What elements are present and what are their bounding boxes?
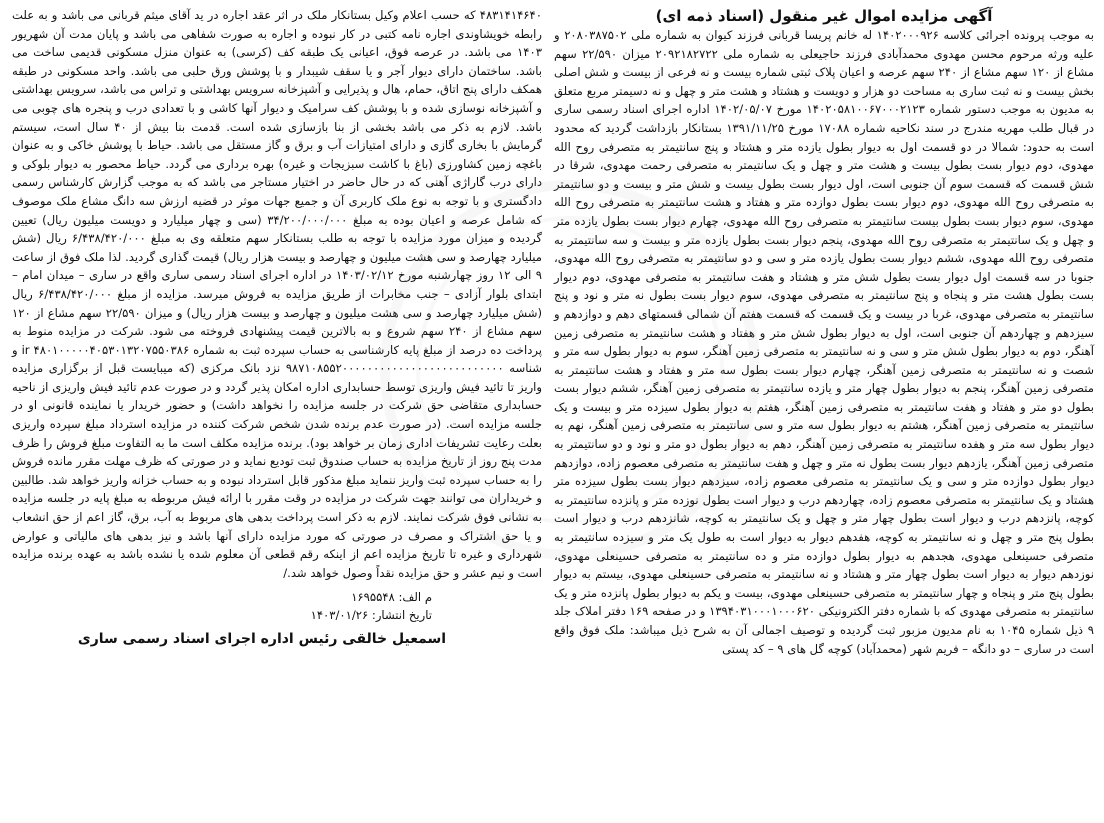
right-column: [554, 6, 1094, 819]
right-column-text: به موجب پرونده اجرائی کلاسه ۱۴۰۲۰۰۰۹۲۶ له خانم پریسا قربانی فرزند کیوان به شماره ملی ۲۰۸۰۳۸۷۵۰۲ و علیه ورثه مرحوم محسن مهدوی محمدآبادی فرزند حاجیعلی به شماره ملی ۲۰۹۲۱۸۲۷۲۲ میزان ۲۲/۵۹۰ سهم مشاع از ۱۲۰ سهم مشاع از ۲۴۰ سهم عرصه و اعیان پلاک ثبتی شماره بیست و نه فرعی از بیست و شش اصلی بخش بیست و نه ثبت ساری به مساحت دو هزار و دویست و هشتاد و هشت متر و چهل و نه دسیمتر مربع متعلق به مدیون به موجب دستور شماره ۱۴۰۲۰۵۸۱۰۰۶۷۰۰۰۲۱۲۳ مورخ ۱۴۰۲/۰۵/۰۷ اداره اجرای اسناد رسمی ساری در قبال طلب مهریه مندرج در سند نکاحیه شماره ۱۷۰۸۸ مورخ ۱۳۹۱/۱۱/۲۵ بستانکار بازداشت گردید که محدود است به حدود: شمالا در دو قسمت اول به دیوار بطول یازده متر و هشتاد و پنج سانتیمتر به متصرفی روح الله مهدوی، دوم دیوار بست بطول بیست و هشت متر و چهل و یک سانتیمتر به متصرفی رحمت مهدوی، شرقا در شش قسمت که قسمت سوم آن جنوبی است، اول دیوار بست بطول بیست و شش متر و بیست و دو سانتیمتر به متصرفی روح الله مهدوی، دوم دیوار بست بطول دوازده متر و هفتاد و هشت سانتیمتر به متصرفی روح الله مهدوی، سوم دیوار بست بطول بیست سانتیمتر به متصرفی روح الله مهدوی، چهارم دیوار بست بطول یازده متر و چهل و یک سانتیمتر به متصرفی روح الله مهدوی، پنجم دیوار بست بطول یازده متر و بیست و سه سانتیمتر به متصرفی روح الله مهدوی، ششم دیوار بست بطول یازده متر و سی و دو سانتیمتر به متصرفی روح الله مهدوی، جنوبا در سه قسمت اول دیوار بست بطول شش متر و هشتاد و هفت سانتیمتر به متصرفی مهدوی، دوم دیوار بست بطول هشت متر و پنجاه و پنج سانتیمتر به متصرفی مهدوی، سوم دیوار بست بطول نه متر و نود و پنج سانتیمتر به متصرفی مهدوی، غربا در بیست و یک قسمت که قسمت هفتم آن شمالی قسمتهای دهم و دوازدهم و سیزدهم و چهاردهم آن جنوبی است، اول به دیوار بطول شش متر و هفتاد و هشت سانتیمتر به متصرفی زمین آهنگر، دوم به دیوار بطول شش متر و سی و نه سانتیمتر به متصرفی زمین آهنگر، سوم به دیوار بطول سه متر و شصت و نه سانتیمتر به متصرفی زمین آهنگر، چهارم دیوار بست بطول سه متر و هفتاد و هشت سانتیمتر به متصرفی زمین آهنگر، پنجم به دیوار بطول چهار متر و یازده سانتیمتر به متصرفی زمین آهنگر، ششم دیوار بست بطول دو متر و هفتاد و هفت سانتیمتر به متصرفی زمین آهنگر، هفتم به دیوار بطول سیزده متر و بیست و یک سانتیمتر به متصرفی زمین آهنگر، هشتم به دیوار بطول سه متر و سی سانتیمتر به متصرفی زمین آهنگر، نهم به دیوار بطول سه متر و هفده سانتیمتر به متصرفی زمین آهنگر، دهم به دیوار بطول دو متر و نود و دو سانتیمتر به متصرفی زمین آهنگر، یازدهم دیوار بست بطول نه متر و چهل و هفت سانتیمتر به متصرفی معصوم زاده، دوازدهم دیوار بطول دوازده متر و سی و یک سانتیمتر به متصرفی معصوم زاده، سیزدهم دیوار بست بطول سیزده متر هشتاد و یک سانتیمتر به متصرفی معصوم زاده، چهاردهم درب و دیوار است بطول نوزده متر و پانزده سانتیمتر به کوچه، پانزدهم درب و دیوار است بطول چهار متر و چهل و یک سانتیمتر به کوچه، شانزدهم درب و دیوار است بطول پنج متر و چهل و نه سانتیمتر به کوچه، هفدهم دیوار به دیوار است به طول یک متر و سیزده سانتیمتر به متصرفی حسینعلی مهدوی، هجدهم به دیوار بطول دوازده متر و ده سانتیمتر به متصرفی حسینعلی مهدوی، نوزدهم دیوار به دیوار است بطول چهار متر و هشتاد و نه سانتیمتر به متصرفی حسینعلی مهدوی، بیستم به دیوار بطول پنج متر و پنجاه و چهار سانتیمتر به متصرفی حسینعلی مهدوی، بیست و یکم به دیوار بطول پانزده متر و یک سانتیمتر به متصرفی مهدوی که با شماره دفتر الکترونیکی ۱۳۹۴۰۳۱۰۰۰۱۰۰۰۶۲۰ و در صفحه ۱۶۹ دفتر املاک جلد ۹ ذیل شماره ۱۰۴۵ به نام مدیون مزبور ثبت گردیده و توصیف اجمالی آن به شرح ذیل میباشد: ملک فوق واقع است در ساری – دو دانگه – فریم شهر (محمدآباد) کوچه گل های ۹ – کد پستی: [554, 28, 1095, 656]
left-column: [12, 6, 542, 819]
signer-name: اسمعیل خالقی رئیس اداره اجرای اسناد رسمی ساری: [77, 631, 447, 648]
publish-date: تاریخ انتشار: ۱۴۰۳/۰۱/۲۶: [310, 608, 432, 623]
notice-footer: [12, 588, 542, 624]
left-column-text: ۴۸۳۱۴۱۴۶۴۰ که حسب اعلام وکیل بستانکار ملک در اثر عقد اجاره در ید آقای میثم قربانی می باشد و به علت رابطه خویشاوندی اجاره نامه کتبی در کار نبوده و اجاره به صورت شفاهی می باشد و پایان مدت آن شهریور ۱۴۰۳ می باشد. در عرصه فوق، اعیانی یک طبقه کف (کرسی) به عنوان منزل مسکونی قدیمی ساخت می باشد. ساختمان دارای دیوار آجر و یا سقف شیبدار و با پوشش ورق حلبی می باشد. واحد مسکونی در طبقه همکف دارای پنج اتاق، حمام، هال و پذیرایی و آشپزخانه سرویس بهداشتی و تراس می باشد، سرویس بهداشتی و آشپزخانه نوسازی شده و با پوشش کف سرامیک و دیوار آنها کاشی و با تعدادی درب و پنجره های چوبی می باشد. لازم به ذکر می باشد بخشی از بنا بازسازی شده است. قدمت بنا بیش از ۴۰ سال است، سیستم گرمایش با بخاری گازی و دارای امتیازات آب و برق و گاز مستقل می باشد. حیاط با پوشش خاکی و به عنوان باغچه زمین کشاورزی (باغ با کاشت سبزیجات و غیره) بهره برداری می گردد. حیاط محصور به دیوار بلوکی و دارای درب گاراژی آهنی که در حال حاضر در اختیار مستاجر می باشد که به موجب گزارش کارشناس رسمی دادگستری و با توجه به نوع ملک کاربری آن و جمیع جهات موثر در قضیه ارزش سه دانگ مشاع ملک موصوف که شامل عرصه و اعیان بوده به مبلغ ۳۴/۲۰۰/۰۰۰/۰۰۰ (سی و چهار میلیارد و دویست میلیون ریال) تعیین گردیده و میزان مورد مزایده با توجه به طلب بستانکار سهم متعلقه وی به مبلغ ۶/۴۳۸/۴۲۰/۰۰۰ ریال (شش میلیارد چهارصد و سی هشت میلیون و چهارصد و بیست هزار ریال) قیمت گذاری گردید. لذا ملک فوق از ساعت ۹ الی ۱۲ روز چهارشنبه مورخ ۱۴۰۳/۰۲/۱۲ در اداره اجرای اسناد رسمی ساری واقع در ساری – میدان امام – ابتدای بلوار آزادی – جنب مخابرات از طریق مزایده به فروش میرسد. مزایده از مبلغ ۶/۴۳۸/۴۲۰/۰۰۰ ریال (شش میلیارد چهارصد و سی هشت میلیون و چهارصد و بیست هزار ریال) و میزان ۲۲/۵۹۰ سهم مشاع از ۱۲۰ سهم مشاع از ۲۴۰ سهم شروع و به بالاترین قیمت پیشنهادی فروخته می شود. شرکت در مزایده منوط به پرداخت ده درصد از مبلغ پایه کارشناسی به حساب سپرده ثبت به شماره ir ۴۸۰۱۰۰۰۰۰۴۰۵۳۰۱۳۲۰۷۵۵۰۳۸۶ و شناسه ۹۸۷۱۰۸۵۵۲۰۰۰۰۰۰۰۰۰۰۰۰۰۰۰۰۰۰۰۰۰۰۰۰۰۰ نزد بانک مرکزی (که میبایست قبل از برگزاری مزایده واریز تا تائید فیش واریزی توسط حسابداری اداره امکان پذیر گردد و در صورت عدم تائید فیش واریزی از ناحیه حسابداری متقاضی حق شرکت در جلسه مزایده را نخواهد داشت) و حضور خریدار یا نماینده قانونی او در جلسه مزایده است. (در صورت عدم برنده شدن شخص شرکت کننده در مزایده استرداد مبلغ سپرده واریزی بعلت رعایت تشریفات اداری زمان بر خواهد بود). برنده مزایده مکلف است ما به التفاوت مبلغ فروش را ظرف مدت پنج روز از تاریخ مزایده به حساب صندوق ثبت تودیع نماید و در صورتی که ظرف مهلت مقرر مانده فروش را به حساب سپرده ثبت واریز ننماید مبلغ مذکور قابل استرداد نبوده و به حساب خزانه واریز خواهد شد. طالبین و خریداران می توانند جهت شرکت در مزایده در وقت مقرر با ارائه فیش مربوطه به مبلغ پایه در جلسه مزایده به نشانی فوق شرکت نمایند. لازم به ذکر است پرداخت بدهی های مربوط به آب، برق، گاز اعم از حق انشعاب و یا حق اشتراک و مصرف در صورتی که مورد مزایده دارای آنها باشد و نیز بدهی های مالیاتی و عوارض شهرداری و غیره تا تاریخ مزایده اعم از اینکه رقم قطعی آن معلوم شده یا نشده باشد به عهده برنده مزایده است و نیم عشر و حق مزایده نقداً وصول خواهد شد./: [12, 8, 543, 580]
notice-title: آگهی مزایده اموال غیر منقول (اسناد ذمه ای): [655, 7, 993, 25]
reference-number: م الف: ۱۶۹۵۵۴۸: [351, 590, 432, 605]
